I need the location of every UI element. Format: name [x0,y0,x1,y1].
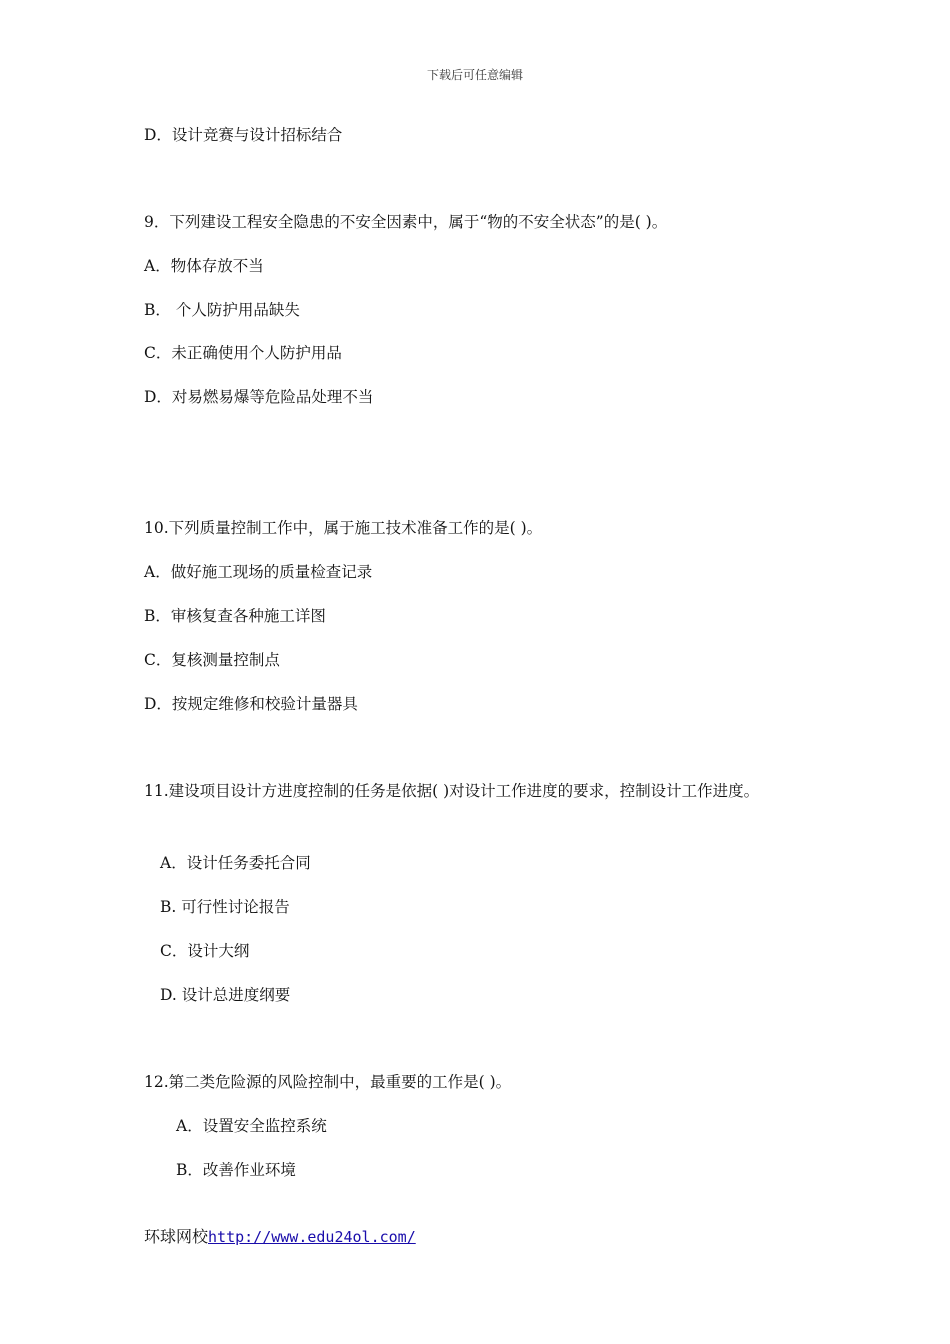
footer-link[interactable]: http://www.edu24ol.com/ [208,1228,416,1246]
q9-option-d: D．对易燃易爆等危险品处理不当 [144,388,374,406]
q11-option-b: B. 可行性讨论报告 [160,898,290,916]
footer-label: 环球网校 [144,1227,209,1246]
q10-question: 10.下列质量控制工作中，属于施工技术准备工作的是( )。 [144,519,543,537]
q12-question: 12.第二类危险源的风险控制中，最重要的工作是( )。 [144,1073,512,1091]
q11-question: 11.建设项目设计方进度控制的任务是依据( )对设计工作进度的要求，控制设计工作进度。 [144,782,760,800]
q9-option-c: C．未正确使用个人防护用品 [144,344,342,362]
q12-option-b: B．改善作业环境 [176,1161,296,1179]
q11-option-d: D. 设计总进度纲要 [160,986,291,1004]
page-footer [144,1226,416,1248]
q11-option-a: A．设计任务委托合同 [160,854,311,872]
q9-question: 9．下列建设工程安全隐患的不安全因素中，属于“物的不安全状态”的是( )。 [144,213,668,231]
q10-option-c: C．复核测量控制点 [144,651,280,669]
q12-option-a: A．设置安全监控系统 [176,1117,327,1135]
q8-option-d: D．设计竞赛与设计招标结合 [144,126,343,144]
q9-option-a: A．物体存放不当 [144,257,264,275]
page-header: 下载后可任意编辑 [426,68,523,82]
q10-option-a: A．做好施工现场的质量检查记录 [144,563,373,581]
q11-option-c: C．设计大纲 [160,942,250,960]
q9-option-b: B． 个人防护用品缺失 [144,301,300,319]
q10-option-b: B．审核复查各种施工详图 [144,607,326,625]
q10-option-d: D．按规定维修和校验计量器具 [144,695,358,713]
